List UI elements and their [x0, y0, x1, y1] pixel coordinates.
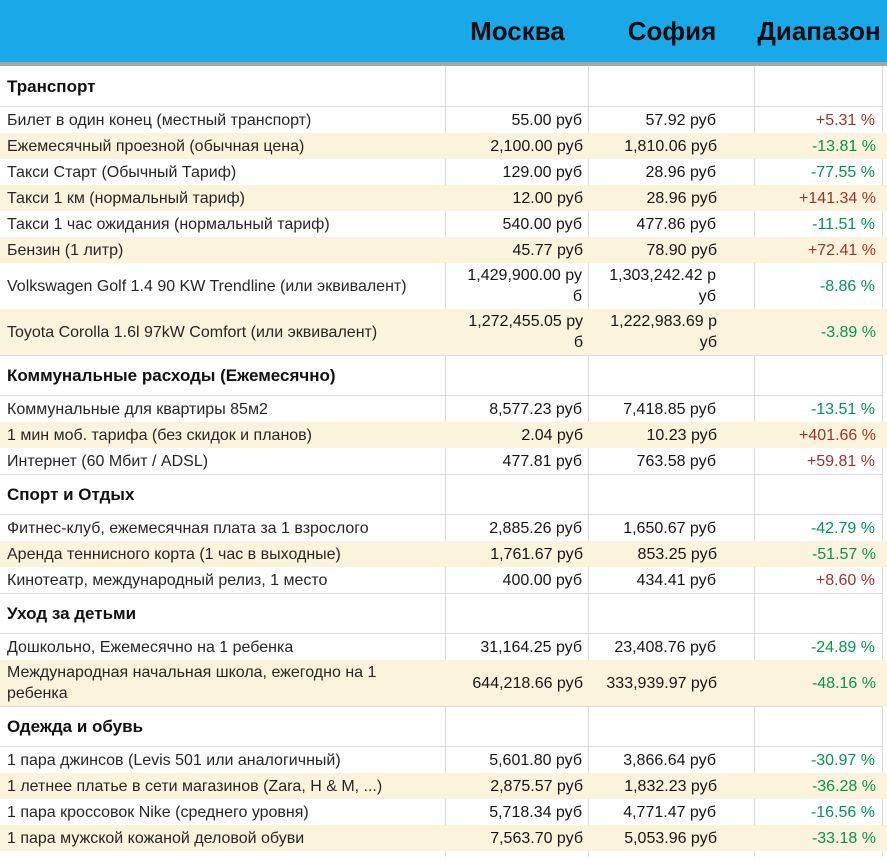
range-value-cell — [755, 133, 883, 159]
range-percent: -36.28 % — [811, 777, 876, 795]
sofia-value-cell — [589, 159, 755, 185]
price-value: 1,429,900.00 руб — [467, 267, 582, 305]
section-empty-cell — [755, 355, 883, 396]
sofia-value-cell — [589, 107, 755, 133]
section-empty-cell — [755, 474, 883, 515]
price-value: 477.81 руб — [502, 452, 582, 470]
price-value: 28.96 руб — [646, 189, 717, 207]
range-value-cell — [755, 396, 883, 422]
moscow-value-cell — [446, 263, 589, 309]
moscow-value-cell — [446, 107, 589, 133]
item-name-cell: Интернет (60 Мбит / ADSL) — [0, 448, 446, 474]
price-value: 434.41 руб — [636, 571, 716, 589]
item-name-cell: Дошкольно, Ежемесячно на 1 ребенка — [0, 634, 446, 660]
price-value: 23,408.76 руб — [614, 638, 716, 656]
moscow-value-cell — [446, 309, 589, 355]
item-name-cell: 1 летнее платье в сети магазинов (Zara, H & M, ...) — [7, 777, 383, 795]
range-percent: -77.55 % — [810, 163, 875, 181]
price-value: 45.77 руб — [512, 241, 583, 259]
section-title: Транспорт — [7, 76, 96, 96]
section-empty-cell — [755, 66, 883, 107]
price-value: 5,601.80 руб — [489, 751, 582, 769]
header-moscow: Москва — [470, 15, 565, 46]
range-value-cell — [755, 448, 883, 474]
table-row — [0, 448, 887, 474]
moscow-value-cell — [446, 541, 589, 567]
item-name-cell: Фитнес-клуб, ежемесячная плата за 1 взрослого — [0, 515, 446, 541]
price-value: 540.00 руб — [502, 215, 582, 233]
sofia-value-cell — [589, 422, 755, 448]
table-row — [0, 107, 887, 133]
table-row — [0, 773, 887, 799]
range-percent: -16.56 % — [810, 803, 875, 821]
item-name-cell: Такси Старт (Обычный Тариф) — [0, 159, 446, 185]
sofia-value-cell — [589, 773, 755, 799]
item-name-cell: Аренда теннисного корта (1 час в выходные) — [7, 545, 341, 563]
price-value: 5,053.96 руб — [624, 829, 717, 847]
moscow-value-cell — [446, 422, 589, 448]
section-title: Коммунальные расходы (Ежемесячно) — [7, 366, 336, 385]
header-sofia: София — [627, 15, 717, 46]
section-row — [0, 593, 887, 634]
price-value: 7,418.85 руб — [623, 400, 716, 418]
section-empty-cell — [755, 593, 883, 634]
filler-cell — [589, 851, 755, 857]
range-percent: -13.81 % — [811, 137, 876, 155]
price-value: 1,303,242.42 руб — [609, 267, 716, 305]
item-name-cell: Такси 1 км (нормальный тариф) — [7, 189, 245, 207]
item-name-cell: Такси 1 час ожидания (нормальный тариф) — [0, 211, 446, 237]
price-value: 644,218.66 руб — [472, 674, 583, 692]
section-row — [0, 66, 887, 107]
price-value: 1,272,455.05 руб — [468, 313, 583, 351]
moscow-value-cell — [446, 773, 589, 799]
range-percent: +401.66 % — [799, 426, 876, 444]
section-empty-cell — [589, 706, 755, 747]
price-value: 853.25 руб — [637, 545, 717, 563]
price-value: 1,832.23 руб — [624, 777, 717, 795]
range-percent: -33.18 % — [811, 829, 876, 847]
range-value-cell — [755, 107, 883, 133]
moscow-value-cell — [446, 448, 589, 474]
sofia-value-cell — [589, 634, 755, 660]
range-percent: -30.97 % — [810, 751, 875, 769]
range-percent: -11.51 % — [812, 215, 875, 233]
section-title: Уход за детьми — [7, 604, 137, 623]
item-name-cell: Toyota Corolla 1.6l 97kW Comfort (или эквивалент) — [7, 323, 378, 341]
moscow-value-cell — [446, 396, 589, 422]
section-empty-cell — [446, 66, 589, 107]
section-row — [0, 355, 887, 396]
sofia-value-cell — [589, 515, 755, 541]
range-value-cell — [755, 237, 883, 263]
price-value: 78.90 руб — [646, 241, 717, 259]
range-value-cell — [755, 634, 883, 660]
range-value-cell — [755, 159, 883, 185]
price-value: 5,718.34 руб — [489, 803, 582, 821]
table-row — [0, 396, 887, 422]
moscow-value-cell — [446, 185, 589, 211]
range-percent: -8.86 % — [819, 277, 875, 295]
section-row — [0, 474, 887, 515]
item-name-cell: Международная начальная школа, ежегодно на 1 ребенка — [7, 664, 377, 702]
section-row — [0, 706, 887, 747]
table-row — [0, 309, 887, 355]
range-percent: +5.31 % — [815, 111, 875, 129]
filler-cell — [446, 851, 589, 857]
sofia-value-cell — [589, 133, 755, 159]
section-title-cell — [0, 66, 446, 107]
price-value: 333,939.97 руб — [606, 674, 717, 692]
sofia-value-cell — [589, 825, 755, 851]
range-percent: +8.60 % — [815, 571, 875, 589]
section-empty-cell — [589, 474, 755, 515]
item-name-cell: Кинотеатр, международный релиз, 1 место — [0, 567, 446, 593]
price-value: 31,164.25 руб — [480, 638, 582, 656]
sofia-value-cell — [589, 396, 755, 422]
header-range: Диапазон — [757, 15, 881, 46]
range-percent: -3.89 % — [820, 323, 876, 341]
price-value: 2,100.00 руб — [490, 137, 583, 155]
range-percent: +141.34 % — [799, 189, 876, 207]
section-empty-cell — [589, 355, 755, 396]
sofia-value-cell — [589, 185, 755, 211]
moscow-value-cell — [446, 825, 589, 851]
table-row — [0, 185, 887, 211]
table-row — [0, 133, 887, 159]
moscow-value-cell — [446, 567, 589, 593]
table-row — [0, 515, 887, 541]
range-percent: +72.41 % — [807, 241, 876, 259]
sofia-value-cell — [589, 799, 755, 825]
range-value-cell — [755, 747, 883, 773]
table-row — [0, 422, 887, 448]
price-value: 400.00 руб — [502, 571, 582, 589]
section-empty-cell — [446, 355, 589, 396]
price-value: 8,577.23 руб — [489, 400, 582, 418]
range-percent: -42.79 % — [810, 519, 875, 537]
item-name-cell: 1 пара джинсов (Levis 501 или аналогичный) — [0, 747, 446, 773]
moscow-value-cell — [446, 660, 589, 706]
section-empty-cell — [446, 593, 589, 634]
range-value-cell — [755, 541, 883, 567]
sofia-value-cell — [589, 660, 755, 706]
moscow-value-cell — [446, 133, 589, 159]
sofia-value-cell — [589, 237, 755, 263]
range-percent: -51.57 % — [811, 545, 876, 563]
range-value-cell — [755, 773, 883, 799]
item-name-cell: Volkswagen Golf 1.4 90 KW Trendline (или эквивалент) — [0, 263, 446, 309]
range-value-cell — [755, 660, 883, 706]
price-value: 7,563.70 руб — [490, 829, 583, 847]
range-percent: -24.89 % — [810, 638, 875, 656]
table-row — [0, 799, 887, 825]
price-value: 12.00 руб — [512, 189, 583, 207]
price-value: 57.92 руб — [645, 111, 716, 129]
table-row — [0, 159, 887, 185]
table-body — [0, 66, 887, 851]
moscow-value-cell — [446, 211, 589, 237]
sofia-value-cell — [589, 567, 755, 593]
price-value: 4,771.47 руб — [623, 803, 716, 821]
section-empty-cell — [446, 706, 589, 747]
price-value: 2.04 руб — [521, 426, 583, 444]
table-row — [0, 634, 887, 660]
section-title-cell — [0, 355, 446, 396]
table-row — [0, 825, 887, 851]
item-name-cell: Коммунальные для квартиры 85м2 — [0, 396, 446, 422]
moscow-value-cell — [446, 799, 589, 825]
sofia-value-cell — [589, 263, 755, 309]
table-row — [0, 660, 887, 706]
section-empty-cell — [589, 593, 755, 634]
section-title-cell — [0, 474, 446, 515]
range-value-cell — [755, 185, 883, 211]
table-row — [0, 263, 887, 309]
section-title-cell — [0, 593, 446, 634]
range-value-cell — [755, 211, 883, 237]
price-value: 1,650.67 руб — [623, 519, 716, 537]
price-value: 55.00 руб — [511, 111, 582, 129]
partial-next-row — [0, 851, 887, 857]
price-value: 1,761.67 руб — [490, 545, 583, 563]
item-name-cell: Ежемесячный проезной (обычная цена) — [7, 137, 305, 155]
price-value: 28.96 руб — [645, 163, 716, 181]
section-empty-cell — [446, 474, 589, 515]
range-percent: -48.16 % — [811, 674, 876, 692]
sofia-value-cell — [589, 309, 755, 355]
range-value-cell — [755, 567, 883, 593]
price-value: 3,866.64 руб — [623, 751, 716, 769]
sofia-value-cell — [589, 541, 755, 567]
price-value: 2,885.26 руб — [489, 519, 582, 537]
price-value: 10.23 руб — [646, 426, 717, 444]
range-percent: +59.81 % — [806, 452, 875, 470]
table-header — [0, 0, 887, 62]
moscow-value-cell — [446, 237, 589, 263]
item-name-cell: 1 пара мужской кожаной деловой обуви — [7, 829, 305, 847]
range-value-cell — [755, 422, 883, 448]
moscow-value-cell — [446, 634, 589, 660]
sofia-value-cell — [589, 747, 755, 773]
range-value-cell — [755, 309, 883, 355]
section-title: Спорт и Отдых — [7, 485, 135, 504]
range-value-cell — [755, 825, 883, 851]
filler-cell — [755, 851, 883, 857]
range-value-cell — [755, 799, 883, 825]
price-value: 129.00 руб — [502, 163, 582, 181]
item-name-cell: 1 мин моб. тарифа (без скидок и планов) — [7, 426, 313, 444]
header-item-cell — [0, 0, 446, 62]
table-row — [0, 541, 887, 567]
price-value: 2,875.57 руб — [490, 777, 583, 795]
sofia-value-cell — [589, 448, 755, 474]
section-empty-cell — [589, 66, 755, 107]
table-row — [0, 237, 887, 263]
section-title: Одежда и обувь — [7, 717, 144, 736]
price-value: 1,810.06 руб — [624, 137, 717, 155]
section-empty-cell — [755, 706, 883, 747]
filler-cell — [0, 851, 446, 857]
table-row — [0, 567, 887, 593]
moscow-value-cell — [446, 515, 589, 541]
moscow-value-cell — [446, 159, 589, 185]
range-value-cell — [755, 515, 883, 541]
table-row — [0, 747, 887, 773]
price-value: 763.58 руб — [636, 452, 716, 470]
item-name-cell: Бензин (1 литр) — [7, 241, 124, 259]
price-value: 1,222,983.69 руб — [610, 313, 717, 351]
range-percent: -13.51 % — [810, 400, 875, 418]
range-value-cell — [755, 263, 883, 309]
section-title-cell — [0, 706, 446, 747]
item-name-cell: 1 пара кроссовок Nike (среднего уровня) — [0, 799, 446, 825]
moscow-value-cell — [446, 747, 589, 773]
table-row — [0, 211, 887, 237]
sofia-value-cell — [589, 211, 755, 237]
price-value: 477.86 руб — [636, 215, 716, 233]
item-name-cell: Билет в один конец (местный транспорт) — [0, 107, 446, 133]
